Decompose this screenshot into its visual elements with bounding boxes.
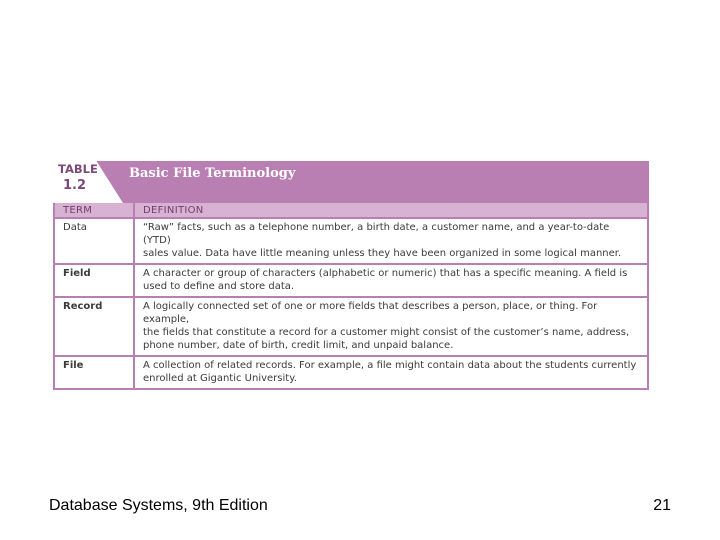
term-cell: Record: [54, 297, 134, 356]
table-row: [54, 356, 648, 389]
definition-cell: [134, 356, 648, 389]
table-row: [54, 218, 648, 264]
table-tag-number: 1.2: [63, 178, 87, 193]
terminology-table: [53, 161, 649, 390]
definition-line: A logically connected set of one or more fields that describes a person, place, or thing. For example,: [143, 301, 598, 325]
table-header-row: [54, 203, 648, 218]
table-title: Basic File Terminology: [129, 166, 296, 181]
table-row: [54, 264, 648, 297]
page-number: 21: [653, 497, 671, 514]
terminology-grid: [53, 203, 649, 390]
definition-cell: [134, 264, 648, 297]
table-row: [54, 297, 648, 356]
definition-cell: [134, 218, 648, 264]
definition-line: A character or group of characters (alphabetic or numeric) that has a specific meaning. A field is: [143, 268, 628, 279]
definition-line: sales value. Data have little meaning unless they have been organized in some logical manner.: [143, 248, 622, 259]
definition-line: the fields that constitute a record for a customer might consist of the customer’s name, address,: [143, 327, 630, 338]
definition-line: phone number, date of birth, credit limit, and unpaid balance.: [143, 340, 454, 351]
column-header-term: TERM: [54, 203, 134, 218]
term-cell: File: [54, 356, 134, 389]
term-cell: Data: [54, 218, 134, 264]
definition-line: “Raw” facts, such as a telephone number, a birth date, a customer name, and a year-to-date (YTD): [143, 222, 610, 246]
column-header-definition: DEFINITION: [134, 203, 648, 218]
definition-cell: [134, 297, 648, 356]
table-tag-label: TABLE: [58, 162, 98, 176]
table-banner: [53, 161, 649, 203]
definition-line: enrolled at Gigantic University.: [143, 373, 297, 384]
definition-line: A collection of related records. For example, a file might contain data about the students currently: [143, 360, 637, 371]
term-cell: Field: [54, 264, 134, 297]
footer-book-title: Database Systems, 9th Edition: [49, 497, 268, 514]
definition-line: used to define and store data.: [143, 281, 295, 292]
